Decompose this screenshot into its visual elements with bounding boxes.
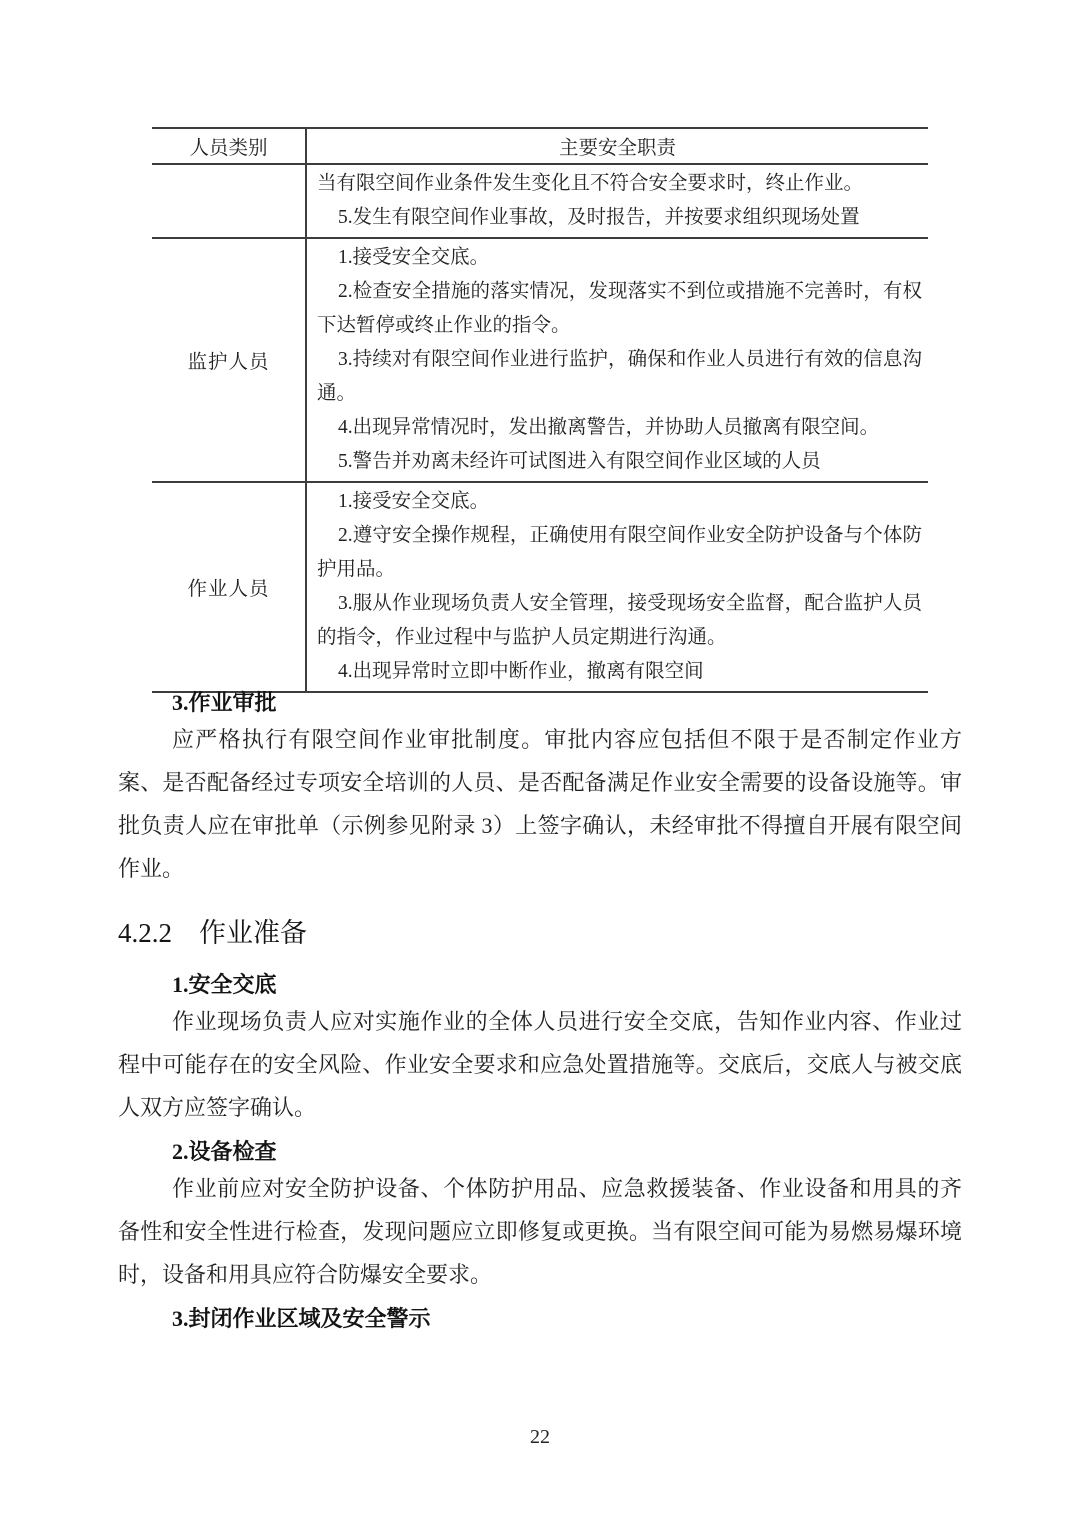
duty-item: 3.持续对有限空间作业进行监护，确保和作业人员进行有效的信息沟通。 bbox=[317, 349, 922, 404]
safety-duties-table bbox=[152, 127, 928, 693]
duties-cell bbox=[306, 164, 928, 238]
duty-item: 5.发生有限空间作业事故，及时报告，并按要求组织现场处置 bbox=[338, 207, 860, 228]
duty-item: 1.接受安全交底。 bbox=[338, 491, 490, 512]
paragraph-equipment-check: 作业前应对安全防护设备、个体防护用品、应急救援装备、作业设备和用具的齐备性和安全性进行检查，发现问题应立即修复或更换。当有限空间可能为易燃易爆环境时，设备和用具应符合防爆安全要求。 bbox=[118, 1176, 962, 1287]
heading-work-approval: 3.作业审批 bbox=[172, 690, 277, 715]
duty-item: 1.接受安全交底。 bbox=[338, 247, 490, 268]
paragraph-safety-briefing: 作业现场负责人应对实施作业的全体人员进行安全交底，告知作业内容、作业过程中可能存在的安全风险、作业安全要求和应急处置措施等。交底后，交底人与被交底人双方应签字确认。 bbox=[118, 1009, 962, 1120]
duty-item: 5.警告并劝离未经许可试图进入有限空间作业区域的人员 bbox=[338, 451, 821, 472]
personnel-category-cell bbox=[152, 164, 306, 238]
duties-cell bbox=[306, 238, 928, 482]
table-header-duties: 主要安全职责 bbox=[558, 138, 676, 159]
duty-item: 当有限空间作业条件发生变化且不符合安全要求时，终止作业。 bbox=[317, 173, 864, 194]
table-header-category: 人员类别 bbox=[152, 128, 306, 164]
duties-cell bbox=[306, 482, 928, 692]
page-number: 22 bbox=[530, 1426, 550, 1448]
personnel-category-cell: 作业人员 bbox=[152, 482, 306, 692]
heading-safety-briefing: 1.安全交底 bbox=[172, 972, 277, 997]
heading-equipment-check: 2.设备检查 bbox=[172, 1139, 277, 1164]
paragraph-work-approval: 应严格执行有限空间作业审批制度。审批内容应包括但不限于是否制定作业方案、是否配备经过专项安全培训的人员、是否配备满足作业安全需要的设备设施等。审批负责人应在审批单（示例参见附录 3）上签字确认，未经审批不得擅自开展有限空间作业。 bbox=[118, 727, 962, 881]
duty-item: 2.检查安全措施的落实情况，发现落实不到位或措施不完善时，有权下达暂停或终止作业的指令。 bbox=[317, 281, 922, 336]
table-row bbox=[152, 238, 928, 482]
table-row bbox=[152, 482, 928, 692]
personnel-category-cell: 监护人员 bbox=[152, 238, 306, 482]
duty-item: 4.出现异常情况时，发出撤离警告，并协助人员撤离有限空间。 bbox=[338, 417, 880, 438]
table-row bbox=[152, 164, 928, 238]
duty-item: 3.服从作业现场负责人安全管理，接受现场安全监督，配合监护人员的指令，作业过程中与监护人员定期进行沟通。 bbox=[317, 593, 922, 648]
heading-section-4-2-2: 4.2.2 作业准备 bbox=[118, 918, 307, 948]
duty-item: 4.出现异常时立即中断作业，撤离有限空间 bbox=[338, 661, 704, 682]
duty-item: 2.遵守安全操作规程，正确使用有限空间作业安全防护设备与个体防护用品。 bbox=[317, 525, 922, 580]
document-body bbox=[118, 680, 962, 1334]
table-header-row bbox=[152, 128, 928, 164]
heading-closed-area-warning: 3.封闭作业区域及安全警示 bbox=[172, 1306, 431, 1331]
